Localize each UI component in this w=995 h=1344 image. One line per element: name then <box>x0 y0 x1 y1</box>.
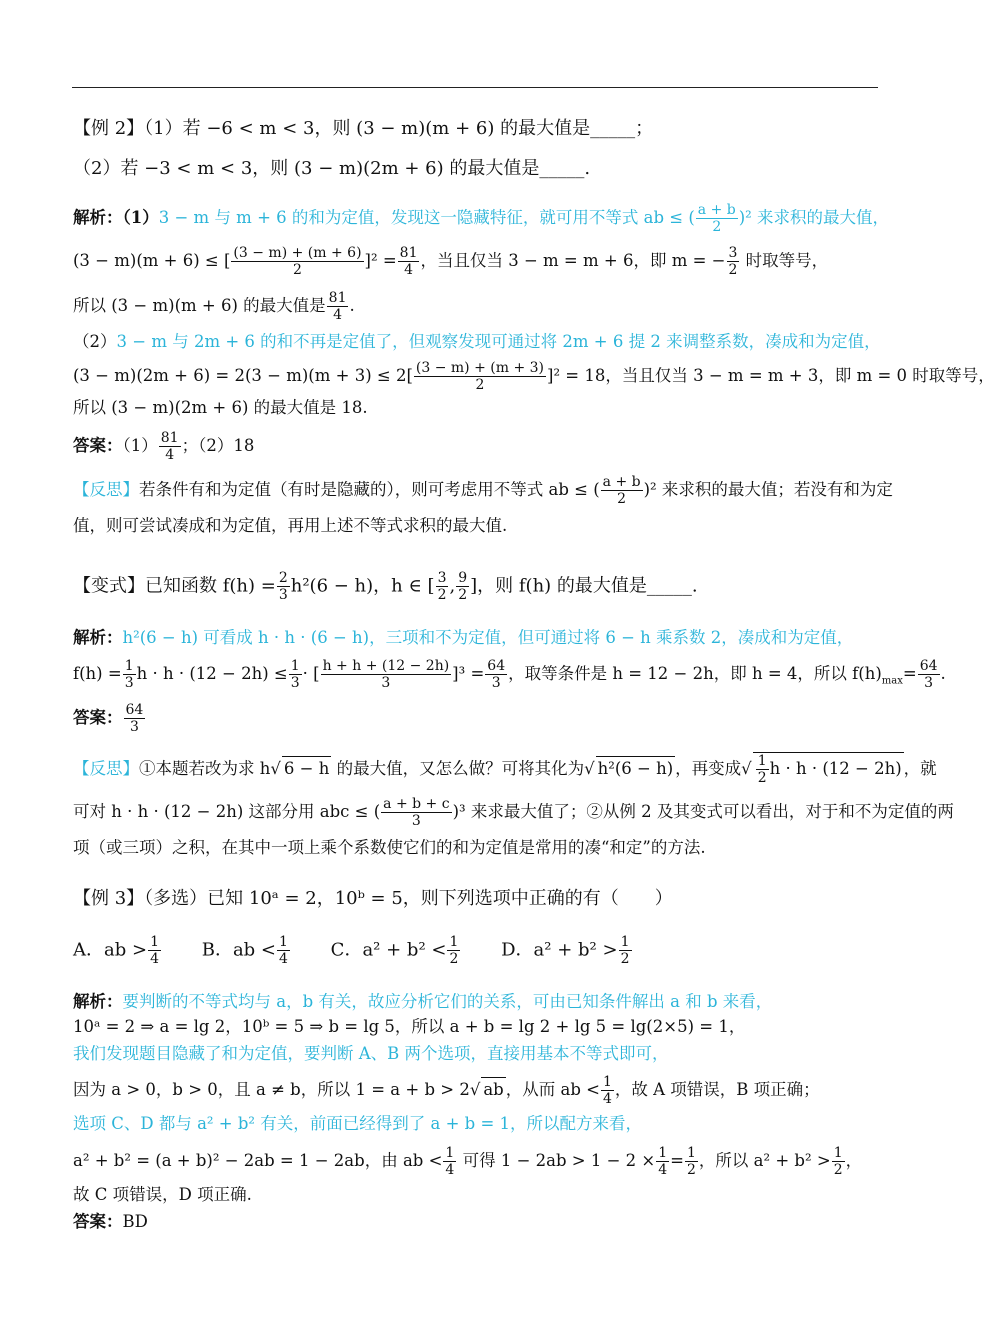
fraction: $\frac{1}{4}$ <box>445 1145 455 1178</box>
ex3-solution-line-4: 因为 a > 0，b > 0，且 a ≠ b，所以 1 = a + b > 2√ ab ，从而 ab < $\frac{1}{4}$ ，故 A 项错误，B 项正确； <box>73 1074 820 1107</box>
variant-reflection-line-3: 项（或三项）之积，在其中一项上乘个系数使它们的和为定值是常用的凑“和定”的方法. <box>73 838 706 857</box>
option-c: C．a² + b² < $\frac{1}{2}$ <box>330 934 459 967</box>
variant-answer <box>73 702 146 735</box>
fraction: $\frac{81}{4}$ <box>399 245 418 278</box>
option-a: A．ab > $\frac{1}{4}$ <box>73 934 159 967</box>
fraction: $\frac{64}{3}$ <box>125 702 144 735</box>
answer-label: 答案： <box>73 1212 123 1231</box>
fraction: $\frac{64}{3}$ <box>487 658 506 691</box>
ex3-answer: 答案：BD <box>73 1212 148 1231</box>
variant-reflection-line-2: 可对 h · h · (12 − 2h) 这部分用 abc ≤ ( $\frac{a + b + c}{3}$ )³ 来求最大值了；②从例 2 及其变式可以看出，对于和不为定值的两 <box>73 796 954 829</box>
option-b: B．ab < $\frac{1}{4}$ <box>201 934 288 967</box>
fraction: $\frac{81}{4}$ <box>328 290 347 323</box>
reflection-label: 【反思】 <box>73 480 139 499</box>
variant-reflection-line-1: 【反思】①本题若改为求 h√ 6 − h 的最大值，又怎么做？可将其化为√ h²(6 − h) ，再变成√ $\frac{1}{2}$ h · h · (12 − 2h) ，就 <box>73 753 937 786</box>
fraction: $\frac{64}{3}$ <box>919 658 938 691</box>
ex2-answer: 答案：（1） $\frac{81}{4}$ ；（2）18 <box>73 430 255 463</box>
fraction: $\frac{1}{4}$ <box>602 1074 612 1107</box>
fraction: $\frac{a + b + c}{3}$ <box>383 796 450 829</box>
ex3-solution-line-2: 10ᵃ = 2 ⇒ a = lg 2，10ᵇ = 5 ⇒ b = lg 5，所以 a + b = lg 2 + lg 5 = lg(2×5) = 1， <box>73 1017 746 1036</box>
ex2-question-1: 【例 2】（1）若 −6 < m < 3，则 (3 − m)(m + 6) 的最大值是_____； <box>73 118 654 139</box>
variant-solution-inequality: f(h) = $\frac{1}{3}$ h · h · (12 − 2h) ≤ $\frac{1}{3}$ · [ $\frac{h + h + (12 - 2h)}{3}$ ]³ = $\frac{64}{3}$ ，取等条件是 h = 12 − 2h，即 h = 4，所以 $f(h)_{max}=$ $\frac{64}{3}$ . <box>73 658 946 691</box>
solution-label: 解析： <box>73 992 123 1011</box>
fraction: $\frac{3}{2}$ <box>728 245 738 278</box>
fraction: $\frac{1}{2}$ <box>687 1145 696 1178</box>
ex2-solution-1-result: 所以 (3 − m)(m + 6) 的最大值是 $\frac{81}{4}$ . <box>73 290 355 323</box>
answer-label: 答案： <box>73 708 123 727</box>
ex3-solution-line-1: 解析：要判断的不等式均与 a，b 有关，故应分析它们的关系，可由已知条件解出 a 和 b 来看， <box>73 992 773 1011</box>
fraction: $\frac{(3 - m) + (m + 3)}{2}$ <box>415 360 545 393</box>
ex2-solution-2-intro: （2）3 − m 与 2m + 6 的和不再是定值了，但观察发现可通过将 2m + 6 提 2 来调整系数，凑成和为定值， <box>73 332 881 351</box>
variant-question: 【变式】已知函数 f(h) = $\frac{2}{3}$ h²(6 − h)，h ∈ [ $\frac{3}{2}$ , $\frac{9}{2}$ ]，则 f(h) 的最大值是_____. <box>73 570 698 603</box>
variant-solution-intro: 解析：h²(6 − h) 可看成 h · h · (6 − h)，三项和不为定值，但可通过将 6 − h 乘系数 2，凑成和为定值， <box>73 628 854 647</box>
option-d: D．a² + b² > $\frac{1}{2}$ <box>501 934 630 967</box>
ex3-options <box>73 934 667 967</box>
fraction: $\frac{1}{3}$ <box>124 658 134 691</box>
ex2-question-2: （2）若 −3 < m < 3，则 (3 − m)(2m + 6) 的最大值是_____. <box>73 158 591 179</box>
fraction: $\frac{(3 - m) + (m + 6)}{2}$ <box>233 245 362 278</box>
fraction: $\frac{1}{3}$ <box>290 658 300 691</box>
ex3-solution-line-5: 选项 C、D 都与 a² + b² 有关，前面已经得到了 a + b = 1，所以配方来看， <box>73 1114 643 1133</box>
ex2-reflection-line-1: 【反思】若条件有和为定值（有时是隐藏的），则可考虑用不等式 ab ≤ ( $\frac{a + b}{2}$ )² 来求积的最大值；若没有和为定 <box>73 474 893 507</box>
fraction: $\frac{1}{2}$ <box>833 1145 843 1178</box>
fraction: $\frac{3}{2}$ <box>437 570 447 603</box>
ex2-reflection-line-2: 值，则可尝试凑成和为定值，再用上述不等式求积的最大值. <box>73 516 508 535</box>
ex3-question: 【例 3】（多选）已知 10ᵃ = 2，10ᵇ = 5，则下列选项中正确的有（ ） <box>73 888 673 909</box>
fraction: $\frac{9}{2}$ <box>458 570 468 603</box>
ex3-solution-line-7: 故 C 项错误，D 项正确. <box>73 1185 252 1204</box>
solution-label: 解析：（1） <box>73 208 159 227</box>
ex2-solution-1-inequality: (3 − m)(m + 6) ≤ [ $\frac{(3 - m) + (m + 6)}{2}$ ]² = $\frac{81}{4}$ ，当且仅当 3 − m = m + 6，即 m = − $\frac{3}{2}$ 时取等号， <box>73 245 829 278</box>
ex2-solution-1-intro: 解析：（1）3 − m 与 m + 6 的和为定值，发现这一隐藏特征，就可用不等式 ab ≤ ( $\frac{a + b}{2}$ )² 来求积的最大值， <box>73 202 890 235</box>
ex3-solution-line-6: a² + b² = (a + b)² − 2ab = 1 − 2ab，由 ab < $\frac{1}{4}$ 可得 1 − 2ab > 1 − 2 × $\frac{1}{4}$ = $\frac{1}{2}$ ，所以 a² + b² > $\frac{1}{2}$ ， <box>73 1145 863 1178</box>
ex2-solution-2-result: 所以 (3 − m)(2m + 6) 的最大值是 18. <box>73 398 368 417</box>
fraction: $\frac{a + b}{2}$ <box>697 202 736 235</box>
header-rule <box>72 87 878 88</box>
reflection-label: 【反思】 <box>73 759 139 778</box>
fraction: $\frac{a + b}{2}$ <box>602 474 641 507</box>
fraction: $\frac{h + h + (12 - 2h)}{3}$ <box>322 658 450 691</box>
answer-label: 答案： <box>73 436 123 455</box>
ex3-solution-line-3: 我们发现题目隐藏了和为定值，要判断 A、B 两个选项，直接用基本不等式即可， <box>73 1044 669 1063</box>
fraction: $\frac{2}{3}$ <box>278 570 288 603</box>
fraction: $\frac{1}{4}$ <box>658 1145 668 1178</box>
fraction: $\frac{81}{4}$ <box>160 430 179 463</box>
ex2-solution-2-inequality: (3 − m)(2m + 6) = 2(3 − m)(m + 3) ≤ 2[ $\frac{(3 - m) + (m + 3)}{2}$ ]² = 18，当且仅当 3 − m = m + 3，即 m = 0 时取等号， <box>73 360 995 393</box>
solution-hint: 3 − m 与 m + 6 的和为定值，发现这一隐藏特征，就可用不等式 ab ≤ ( <box>158 208 695 227</box>
solution-label: 解析： <box>73 628 123 647</box>
